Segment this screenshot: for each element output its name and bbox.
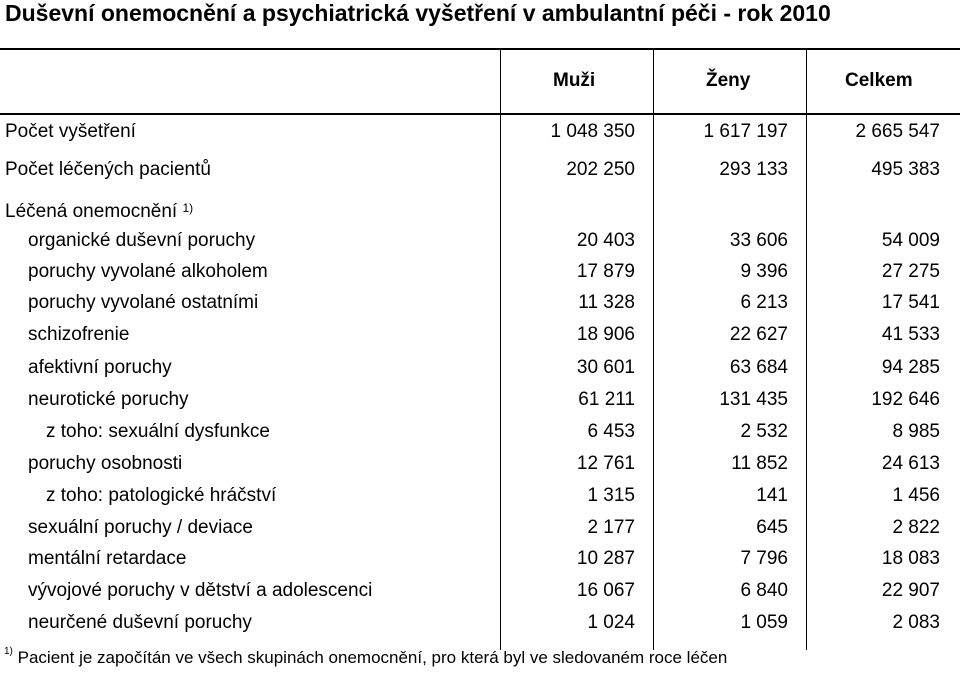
value-total: 8 985	[892, 421, 940, 442]
value-men: 16 067	[576, 580, 635, 601]
value-women: 63 684	[729, 357, 788, 378]
table-row	[0, 513, 960, 543]
value-men: 2 177	[587, 517, 635, 538]
row-label: sexuální poruchy / deviace	[28, 517, 253, 538]
footnote-text: Pacient je započítán ve všech skupinách onemocnění, pro která byl ve sledovaném roce léčen	[17, 648, 728, 667]
column-header-men: Muži	[553, 70, 596, 91]
value-women: 22 627	[729, 324, 788, 345]
value-men: 6 453	[587, 421, 635, 442]
value-men: 1 315	[587, 485, 635, 506]
value-total: 54 009	[881, 230, 940, 251]
table-row	[0, 117, 960, 147]
value-men: 12 761	[576, 453, 635, 474]
table-row	[0, 320, 960, 350]
value-total: 2 665 547	[855, 121, 940, 142]
value-men: 20 403	[576, 230, 635, 251]
value-men: 202 250	[566, 159, 635, 180]
row-label: schizofrenie	[28, 324, 130, 345]
section-heading-label: Léčená onemocnění	[5, 201, 178, 222]
row-label: poruchy vyvolané alkoholem	[28, 261, 268, 282]
value-women: 33 606	[729, 230, 788, 251]
row-label: Počet léčených pacientů	[5, 159, 211, 180]
value-total: 41 533	[881, 324, 940, 345]
value-women: 645	[756, 517, 788, 538]
value-total: 18 083	[881, 548, 940, 569]
value-men: 17 879	[576, 261, 635, 282]
value-women: 1 059	[740, 612, 788, 633]
value-men: 61 211	[578, 389, 635, 410]
page-title: Duševní onemocnění a psychiatrická vyšetření v ambulantní péči - rok 2010	[5, 0, 831, 26]
value-women: 7 796	[740, 548, 788, 569]
table-row	[0, 417, 960, 447]
table-row	[0, 481, 960, 511]
row-label: z toho: sexuální dysfunkce	[46, 421, 270, 442]
table-row	[0, 608, 960, 638]
row-label: vývojové poruchy v dětství a adolescenci	[28, 580, 373, 601]
value-women: 9 396	[740, 261, 788, 282]
row-label: z toho: patologické hráčství	[46, 485, 277, 506]
value-women: 141	[756, 485, 788, 506]
value-women: 1 617 197	[703, 121, 788, 142]
value-men: 1 024	[587, 612, 635, 633]
row-label: neurotické poruchy	[28, 389, 189, 410]
table-row	[0, 257, 960, 287]
table-row	[0, 288, 960, 318]
table-row	[0, 226, 960, 256]
table-row	[0, 385, 960, 415]
value-women: 6 840	[740, 580, 788, 601]
section-heading-row	[0, 197, 960, 227]
footnote	[4, 648, 727, 668]
footnote-reference: 1)	[182, 201, 194, 215]
value-men: 30 601	[576, 357, 635, 378]
table-row	[0, 155, 960, 185]
table-row	[0, 544, 960, 574]
value-women: 11 852	[731, 453, 788, 474]
value-men: 10 287	[576, 548, 635, 569]
table-row	[0, 449, 960, 479]
row-label: Počet vyšetření	[5, 121, 136, 142]
header-bottom-rule	[0, 113, 960, 115]
value-total: 22 907	[881, 580, 940, 601]
value-men: 11 328	[578, 292, 635, 313]
row-label: organické duševní poruchy	[28, 230, 256, 251]
section-heading	[5, 197, 193, 227]
value-women: 6 213	[740, 292, 788, 313]
value-total: 2 083	[892, 612, 940, 633]
header-top-rule	[0, 48, 960, 50]
value-total: 24 613	[881, 453, 940, 474]
footnote-mark: 1)	[4, 646, 13, 657]
value-men: 1 048 350	[550, 121, 635, 142]
value-women: 131 435	[719, 389, 788, 410]
value-women: 293 133	[719, 159, 788, 180]
row-label: mentální retardace	[28, 548, 187, 569]
value-men: 18 906	[576, 324, 635, 345]
value-women: 2 532	[740, 421, 788, 442]
value-total: 94 285	[881, 357, 940, 378]
row-label: neurčené duševní poruchy	[28, 612, 252, 633]
column-header-women: Ženy	[706, 70, 751, 91]
table-row	[0, 576, 960, 606]
column-header-total: Celkem	[845, 70, 913, 91]
row-label: poruchy osobnosti	[28, 453, 183, 474]
value-total: 17 541	[881, 292, 940, 313]
row-label: poruchy vyvolané ostatními	[28, 292, 259, 313]
value-total: 2 822	[892, 517, 940, 538]
value-total: 27 275	[881, 261, 940, 282]
value-total: 192 646	[871, 389, 940, 410]
value-total: 1 456	[892, 485, 940, 506]
value-total: 495 383	[871, 159, 940, 180]
row-label: afektivní poruchy	[28, 357, 172, 378]
table-row	[0, 353, 960, 383]
